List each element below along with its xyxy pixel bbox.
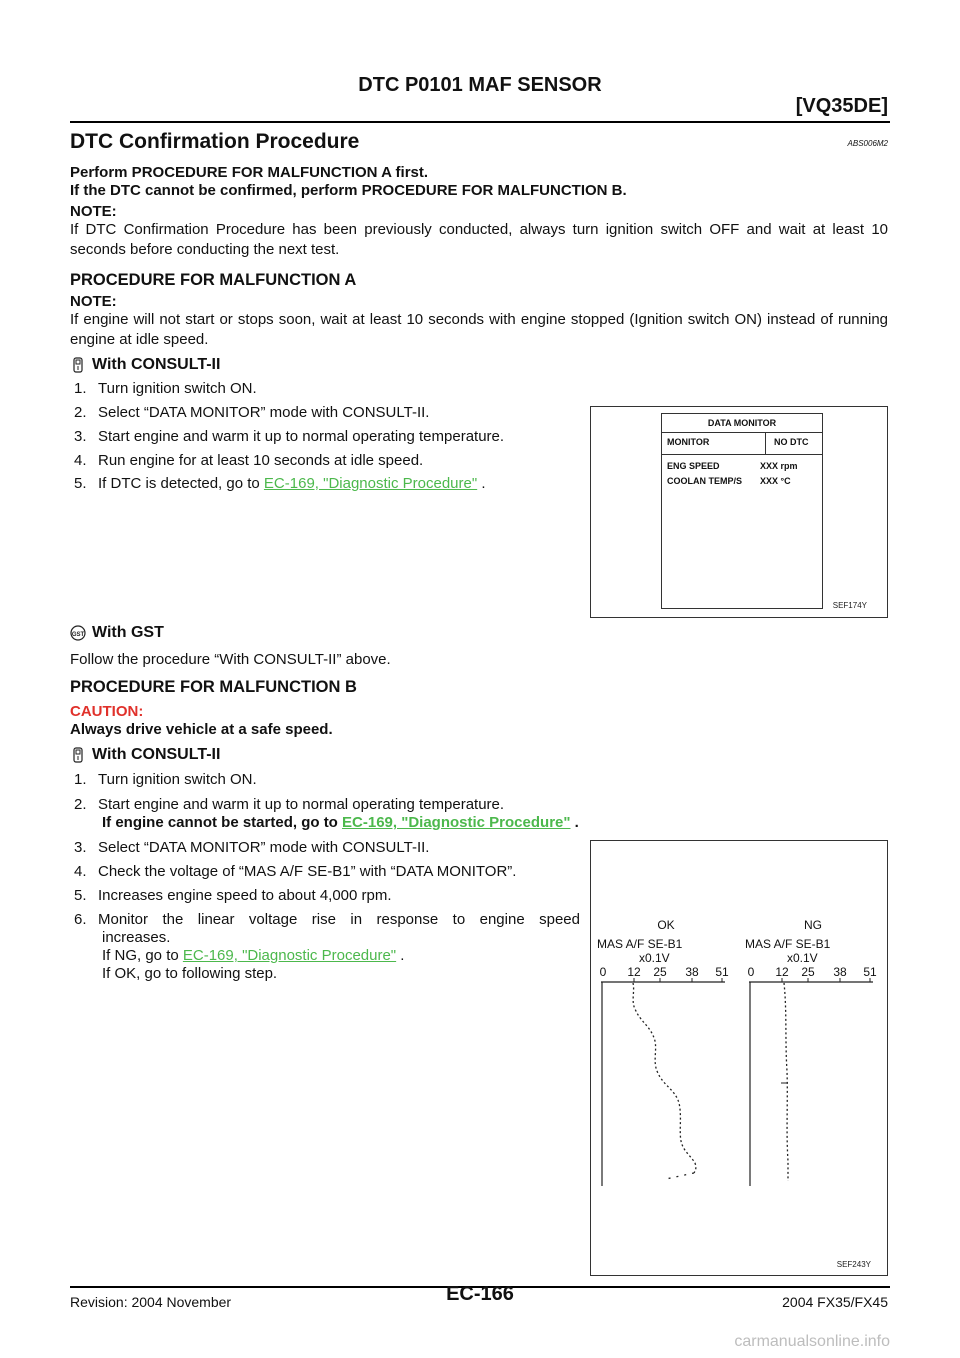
intro-note-label: NOTE: (70, 203, 117, 220)
proc-b-consult-title: With CONSULT-II (92, 746, 221, 763)
proc-b-step: 2. Start engine and warm it up to normal operating temperature. (74, 796, 505, 813)
watermark: carmanualsonline.info (734, 1333, 890, 1350)
proc-a-step: 5. If DTC is detected, go to EC-169, "Diagnostic Procedure" . (74, 475, 486, 492)
model-text: 2004 FX35/FX45 (782, 1294, 888, 1310)
monitor-screen (661, 413, 823, 609)
ok-tick-label: 25 (653, 965, 667, 979)
diagnostic-procedure-link[interactable]: EC-169, "Diagnostic Procedure" (263, 475, 478, 492)
proc-a-step: 3. Start engine and warm it up to normal operating temperature. (74, 428, 505, 445)
proc-b-step: 6. Monitor the linear voltage rise in response to engine speed (74, 911, 580, 928)
intro-note-text: If DTC Confirmation Procedure has been previously conducted, always turn ignition switch OFF and wait at least 10 seconds before conducting the next test. (70, 221, 888, 258)
ok-tick-label: 12 (627, 965, 641, 979)
section-code: ABS006M2 (847, 139, 888, 148)
monitor-col-label: MONITOR (667, 437, 710, 447)
gst-heading (70, 624, 164, 642)
consult-tool-icon (70, 357, 86, 373)
monitor-title: DATA MONITOR (707, 418, 777, 428)
intro-line-1: Perform PROCEDURE FOR MALFUNCTION A first. (70, 164, 429, 181)
ok-signal-label: MAS A/F SE-B1 (597, 937, 683, 951)
proc-b-step-6-ng: If NG, go to EC-169, "Diagnostic Procedure" . (102, 947, 405, 964)
ok-unit-label: x0.1V (639, 951, 670, 965)
diagnostic-procedure-link[interactable]: EC-169, "Diagnostic Procedure" (182, 947, 397, 964)
gst-tool-icon (70, 625, 86, 641)
ng-tick-label: 38 (833, 965, 847, 979)
proc-a-consult-title: With CONSULT-II (92, 356, 221, 373)
proc-b-step: 5. Increases engine speed to about 4,000 rpm. (74, 887, 392, 904)
gst-title: With GST (92, 624, 164, 641)
voltage-trend-figure (590, 840, 888, 1276)
diagnostic-procedure-link[interactable]: EC-169, "Diagnostic Procedure" (342, 814, 571, 831)
ok-voltage-trace (633, 983, 696, 1173)
header-divider (70, 121, 890, 123)
data-monitor-figure (590, 406, 888, 618)
proc-a-note-label: NOTE: (70, 293, 117, 310)
page-number: EC-166 (446, 1283, 514, 1305)
no-dtc-label: NO DTC (774, 437, 809, 447)
proc-b-step: 3. Select “DATA MONITOR” mode with CONSULT-II. (74, 839, 430, 856)
proc-a-step: 1. Turn ignition switch ON. (74, 380, 257, 397)
proc-b-step: 4. Check the voltage of “MAS A/F SE-B1” with “DATA MONITOR”. (74, 863, 517, 880)
ng-signal-label: MAS A/F SE-B1 (745, 937, 831, 951)
proc-a-heading: PROCEDURE FOR MALFUNCTION A (70, 271, 357, 289)
section-title: DTC Confirmation Procedure (70, 130, 360, 153)
figure-code: SEF174Y (832, 601, 867, 610)
proc-a-step: 2. Select “DATA MONITOR” mode with CONSULT-II. (74, 404, 430, 421)
ok-label: OK (657, 918, 675, 932)
revision-text: Revision: 2004 November (70, 1294, 232, 1310)
engine-tag: [VQ35DE] (795, 95, 888, 117)
proc-b-heading: PROCEDURE FOR MALFUNCTION B (70, 678, 357, 696)
proc-b-step-6-ok: If OK, go to following step. (102, 965, 278, 982)
proc-a-consult-heading (70, 356, 220, 374)
eng-speed-value: XXX rpm (760, 461, 798, 471)
coolant-temp-label: COOLAN TEMP/S (667, 476, 743, 486)
ng-tick-label: 25 (801, 965, 815, 979)
consult-tool-icon (70, 747, 86, 763)
caution-text: Always drive vehicle at a safe speed. (70, 721, 333, 738)
ng-tick-label: 12 (775, 965, 789, 979)
gst-text: Follow the procedure “With CONSULT-II” above. (70, 651, 391, 668)
eng-speed-label: ENG SPEED (667, 461, 720, 471)
proc-b-step-6-cont: increases. (102, 929, 171, 946)
figure-code: SEF243Y (836, 1260, 871, 1269)
page-title: DTC P0101 MAF SENSOR (358, 74, 602, 96)
ng-unit-label: x0.1V (787, 951, 818, 965)
proc-b-step: 1. Turn ignition switch ON. (74, 771, 257, 788)
ng-tick-label: 51 (863, 965, 877, 979)
proc-a-step: 4. Run engine for at least 10 seconds at idle speed. (74, 452, 424, 469)
coolant-temp-value: XXX °C (760, 476, 791, 486)
voltage-trend-graph (591, 841, 887, 1275)
proc-b-consult-heading (70, 746, 220, 764)
ng-tick-label: 0 (747, 965, 755, 979)
intro-line-2: If the DTC cannot be confirmed, perform PROCEDURE FOR MALFUNCTION B. (70, 182, 627, 199)
ok-tick-label: 38 (685, 965, 699, 979)
proc-a-note-text: If engine will not start or stops soon, wait at least 10 seconds with engine stopped (Ignition switch ON) instead of running engine at idle speed. (70, 311, 888, 348)
svg-text:GST: GST (71, 632, 85, 638)
ng-voltage-trace (784, 983, 788, 1181)
caution-label: CAUTION: (70, 703, 144, 720)
ok-tick-label: 0 (599, 965, 607, 979)
ng-label: NG (804, 918, 822, 932)
ok-tick-label: 51 (715, 965, 729, 979)
proc-b-step-2-sub: If engine cannot be started, go to EC-169, "Diagnostic Procedure" . (102, 814, 579, 831)
